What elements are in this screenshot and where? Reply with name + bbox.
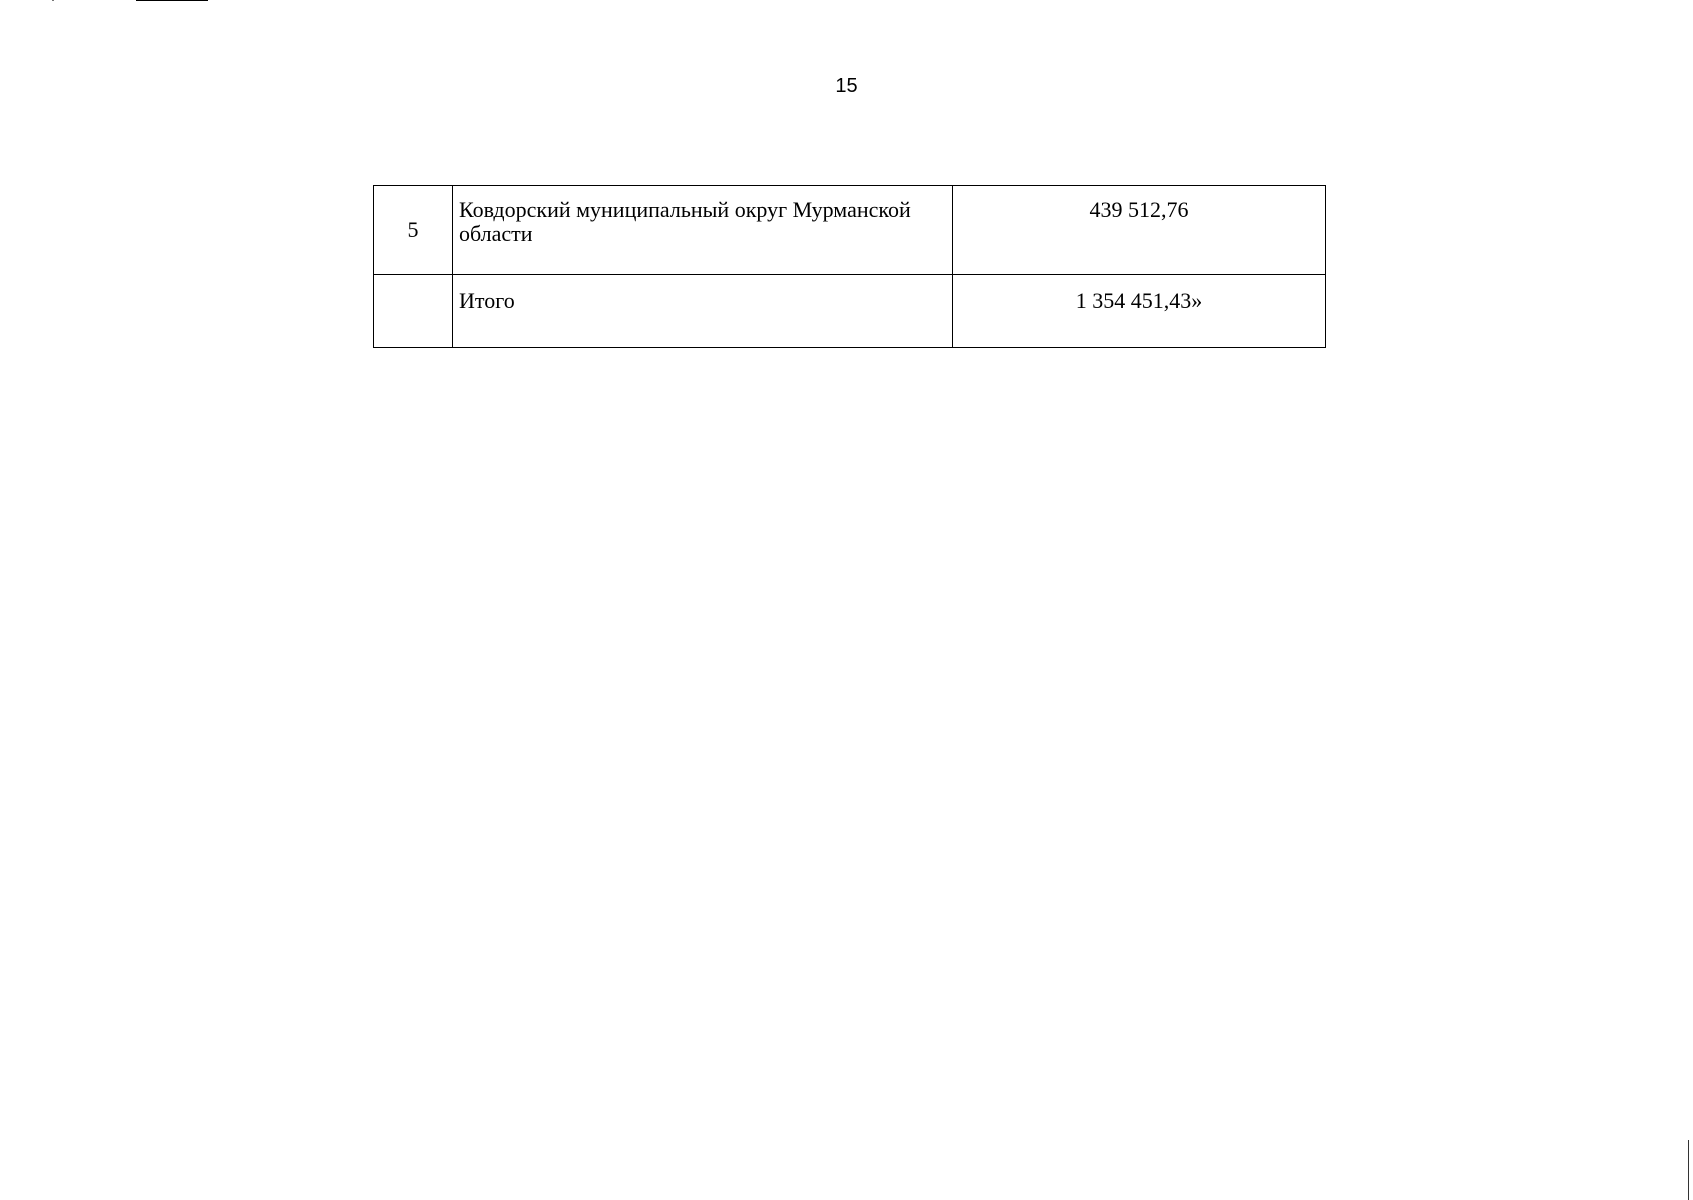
municipality-name-cell: Ковдорский муниципальный округ Мурманской области [453,186,953,275]
scan-artifact-line [136,0,208,1]
allocation-table [373,185,1326,348]
scan-artifact-edge [1688,1140,1689,1200]
page-number: 15 [835,75,858,97]
amount-cell: 439 512,76 [953,186,1326,275]
scan-artifact-mark [52,0,54,1]
total-amount-cell: 1 354 451,43» [953,275,1326,348]
table-row-total [374,275,1326,348]
table-row [374,186,1326,275]
row-number-cell [374,275,453,348]
total-label-cell: Итого [453,275,953,348]
row-number-cell: 5 [374,186,453,275]
